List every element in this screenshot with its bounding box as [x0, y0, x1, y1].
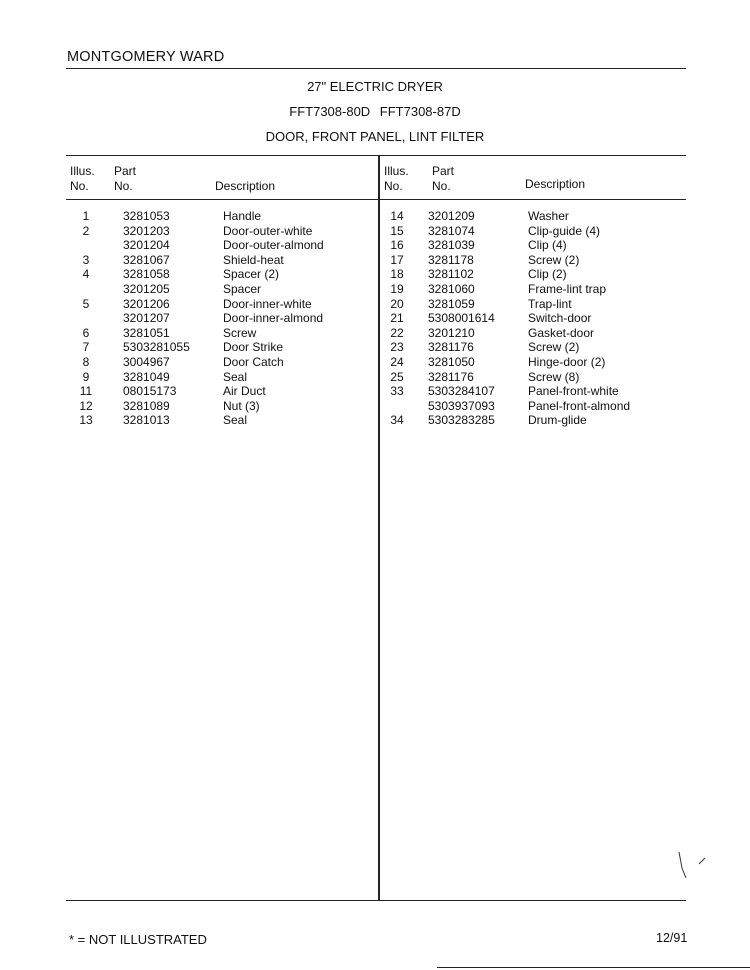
part-number: 3281059 — [428, 296, 475, 311]
header-top-rule — [66, 155, 686, 156]
part-description: Washer — [528, 209, 569, 223]
part-description: Spacer — [223, 281, 262, 296]
illus-number: 3 — [82, 252, 90, 267]
left-description-header: Description — [215, 179, 276, 193]
part-description: Door Catch — [223, 354, 284, 369]
part-description: Clip (4) — [528, 238, 567, 253]
illus-number: 5 — [82, 296, 90, 311]
footnote: * = NOT ILLUSTRATED — [69, 932, 207, 947]
part-number: 08015173 — [123, 384, 177, 399]
part-number: 3201205 — [123, 281, 170, 296]
part-number: 3281039 — [428, 238, 475, 253]
part-description: Door-outer-almond — [223, 238, 324, 253]
part-number: 3281053 — [123, 209, 170, 223]
part-description: Door-inner-white — [223, 296, 312, 311]
part-number: 5308001614 — [428, 311, 495, 326]
part-number: 3281050 — [428, 354, 475, 369]
part-description: Nut (3) — [223, 398, 260, 413]
illus-number: 34 — [390, 413, 404, 428]
illus-number: 17 — [390, 252, 404, 267]
illus-number: 6 — [82, 325, 90, 340]
part-description: Door Strike — [223, 340, 284, 355]
part-number: 3004967 — [123, 354, 170, 369]
illus-number: 25 — [390, 369, 404, 384]
part-description: Door-outer-white — [223, 223, 313, 238]
part-header-top: Part — [432, 164, 455, 178]
illus-number: 9 — [82, 369, 90, 384]
part-description: Switch-door — [528, 311, 592, 326]
illus-number: 7 — [82, 340, 90, 355]
part-description: Spacer (2) — [223, 267, 280, 282]
illus-number: 33 — [390, 384, 404, 399]
part-description: Screw (2) — [528, 252, 580, 267]
part-description: Seal — [223, 413, 248, 428]
part-number: 3281049 — [123, 369, 170, 384]
illus-number: 18 — [390, 267, 404, 282]
illus-number: 1 — [82, 209, 90, 223]
column-divider — [378, 156, 380, 900]
revision-date: 12/91 — [656, 931, 688, 945]
part-description: Door-inner-almond — [223, 311, 324, 326]
footer-rule — [437, 967, 750, 968]
illus-header-top: Illus. — [70, 164, 95, 178]
left-part-header — [114, 164, 136, 194]
illus-number: 8 — [82, 354, 90, 369]
part-number: 3281102 — [428, 267, 474, 282]
part-description: Clip-guide (4) — [528, 223, 601, 238]
illus-number: 14 — [390, 209, 404, 223]
part-description: Screw (8) — [528, 369, 580, 384]
illus-number: 16 — [390, 238, 404, 253]
illus-number: 21 — [390, 311, 404, 326]
part-number: 5303937093 — [428, 398, 495, 413]
illus-number: 2 — [82, 223, 90, 238]
part-number: 5303284107 — [428, 384, 495, 399]
illus-number: 4 — [82, 267, 90, 282]
illus-number: 20 — [390, 296, 404, 311]
illus-number: 15 — [390, 223, 404, 238]
part-number: 5303283285 — [428, 413, 495, 428]
part-number: 5303281055 — [123, 340, 190, 355]
illus-number: 12 — [79, 398, 93, 413]
part-description: Drum-glide — [528, 413, 587, 428]
part-number: 3281058 — [123, 267, 170, 282]
part-description: Air Duct — [223, 384, 266, 399]
part-description: Panel-front-white — [528, 384, 619, 399]
part-description: Seal — [223, 369, 248, 384]
part-description: Frame-lint trap — [528, 281, 607, 296]
part-number: 3201204 — [123, 238, 170, 253]
right-description-header: Description — [525, 177, 586, 191]
right-part-header — [432, 164, 454, 194]
part-description: Clip (2) — [528, 267, 567, 282]
model-numbers: FFT7308-80D FFT7308-87D — [289, 104, 461, 119]
section-title: DOOR, FRONT PANEL, LINT FILTER — [265, 129, 485, 144]
handwritten-checkmark — [672, 848, 712, 882]
part-number: 3281176 — [428, 369, 474, 384]
part-number: 3201207 — [123, 311, 170, 326]
part-description: Hinge-door (2) — [528, 354, 606, 369]
part-description: Trap-lint — [528, 296, 572, 311]
part-number: 3281051 — [123, 325, 170, 340]
part-description: Screw — [223, 325, 257, 340]
right-illus-header — [384, 164, 409, 194]
bottom-rule — [66, 900, 686, 901]
illus-number: 22 — [390, 325, 404, 340]
part-description: Gasket-door — [528, 325, 595, 340]
illus-number: 19 — [390, 281, 404, 296]
part-description: Shield-heat — [223, 252, 284, 267]
part-header-bottom: No. — [114, 179, 133, 193]
illus-number: 24 — [390, 354, 404, 369]
top-rule — [66, 68, 686, 69]
part-number: 3281067 — [123, 252, 170, 267]
part-number: 3281074 — [428, 223, 475, 238]
header-bottom-rule — [66, 199, 686, 200]
illus-header-top: Illus. — [384, 164, 409, 178]
part-number: 3281178 — [428, 252, 474, 267]
part-description: Screw (2) — [528, 340, 580, 355]
part-number: 3281089 — [123, 398, 170, 413]
part-number: 3201209 — [428, 209, 475, 223]
part-header-top: Part — [114, 164, 137, 178]
part-number: 3201203 — [123, 223, 170, 238]
illus-number: 11 — [79, 384, 93, 399]
part-description: Panel-front-almond — [528, 398, 631, 413]
part-number: 3281060 — [428, 281, 475, 296]
part-number: 3201210 — [428, 325, 475, 340]
part-description: Handle — [223, 209, 262, 223]
left-illus-header — [70, 164, 95, 194]
part-header-bottom: No. — [432, 179, 451, 193]
part-number: 3201206 — [123, 296, 170, 311]
brand-name: MONTGOMERY WARD — [67, 49, 225, 65]
illus-header-bottom: No. — [70, 179, 89, 193]
illus-number: 23 — [390, 340, 404, 355]
part-number: 3281176 — [428, 340, 474, 355]
product-title: 27" ELECTRIC DRYER — [307, 79, 443, 94]
illus-number: 13 — [79, 413, 93, 428]
illus-header-bottom: No. — [384, 179, 403, 193]
part-number: 3281013 — [123, 413, 170, 428]
